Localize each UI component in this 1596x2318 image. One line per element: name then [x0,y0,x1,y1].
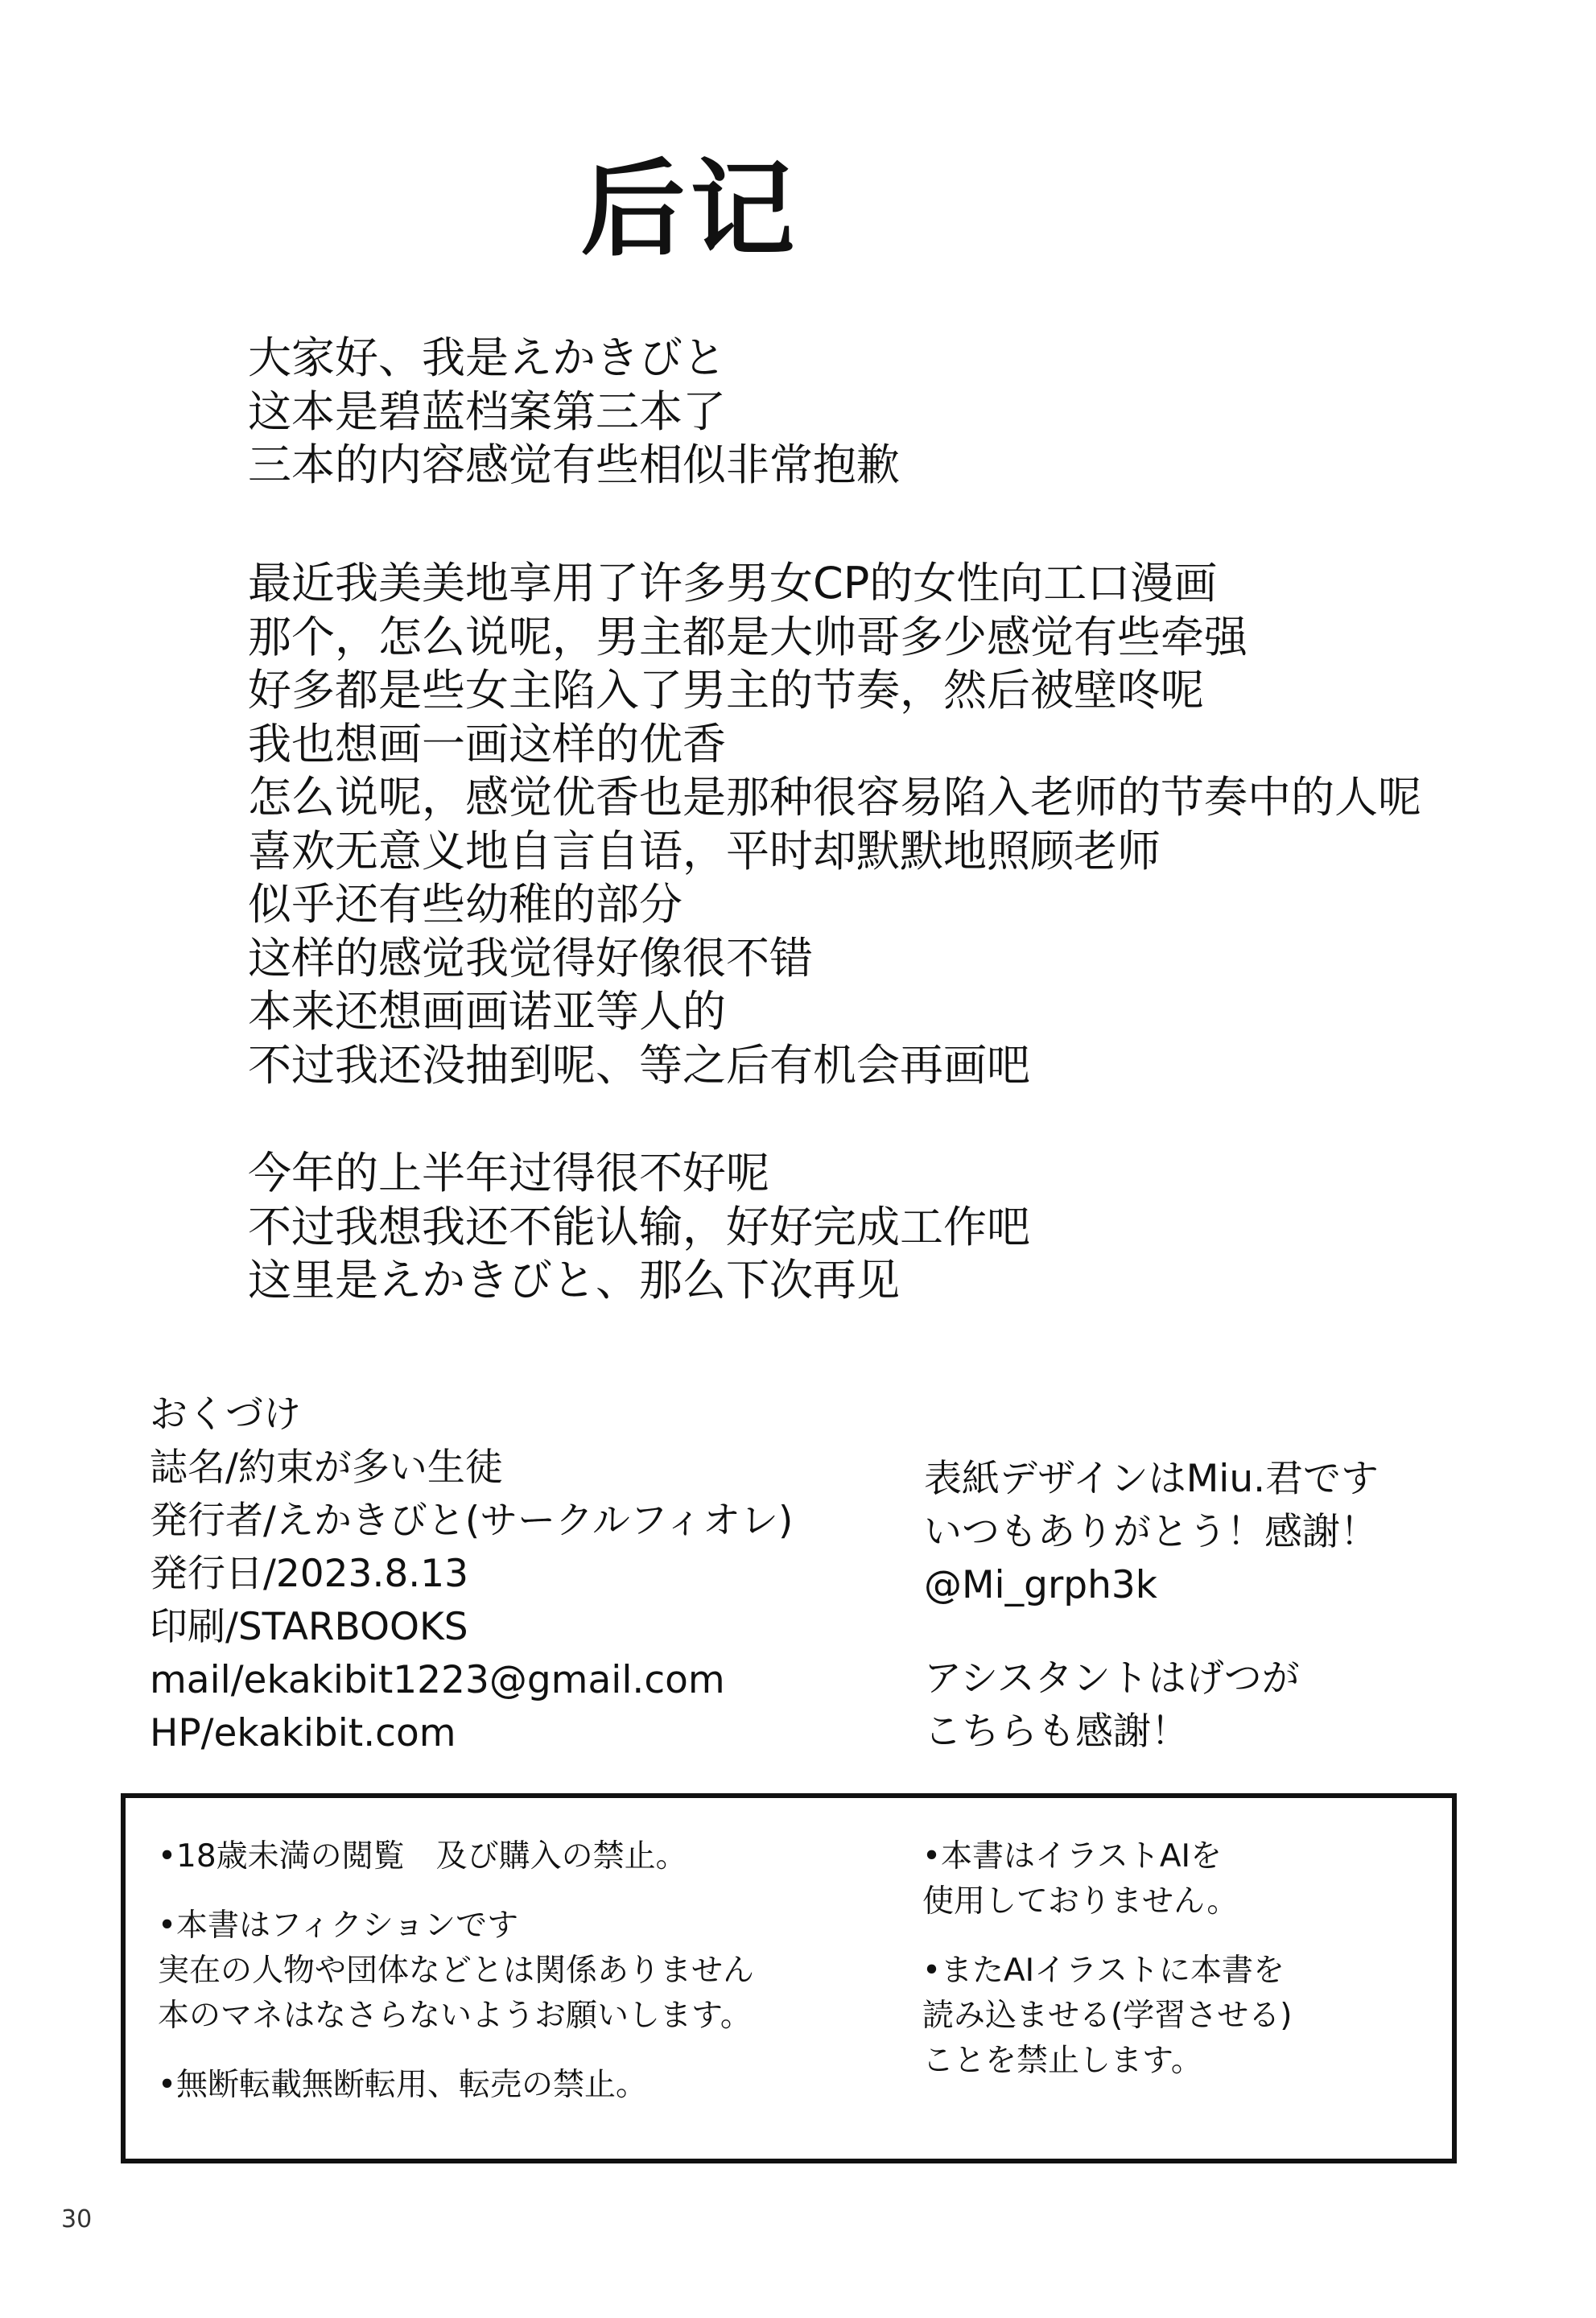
text-line: 似乎还有些幼稚的部分 [248,879,683,930]
text-line: 这本是碧蓝档案第三本了 [248,386,726,437]
notice-fiction: •本書はフィクションです [158,1908,519,1944]
text-line: 喜欢无意义地自言自语，平时却默默地照顾老师 [248,825,1161,876]
text-line: 最近我美美地享用了许多男女CP的女性向工口漫画 [248,558,1218,608]
colophon-printer: 印刷/STARBOOKS [150,1605,468,1649]
colophon-mail: mail/ekakibit1223@gmail.com [150,1658,725,1702]
text-line: 好多都是些女主陷入了男主的节奏，然后被壁咚呢 [248,665,1204,716]
credit-assistant-thanks: こちらも感謝！ [924,1710,1189,1754]
notice-fiction-line: 本のマネはなさらないようお願いします。 [158,1998,752,2034]
notice-no-ai-training: •またAIイラストに本書を [922,1953,1285,1989]
text-line: 我也想画一画这样的优香 [248,718,726,769]
notice-box [121,1793,1457,2163]
text-line: 这里是えかきびと、那么下次再见 [248,1255,900,1305]
page-number: 30 [61,2205,93,2233]
colophon-heading: おくづけ [150,1392,301,1437]
text-line: 这样的感觉我觉得好像很不错 [248,932,813,984]
paragraph-body [248,557,1421,1092]
colophon [150,1388,793,1760]
text-line: 那个，怎么说呢，男主都是大帅哥多少感觉有些牵强 [248,611,1248,662]
credit-cover-handle: @Mi_grph3k [924,1563,1158,1607]
credit-cover-design: 表紙デザインはMiu.君です [924,1457,1379,1501]
text-line: 不过我还没抽到呢、等之后有机会再画吧 [248,1039,1030,1091]
text-line: 三本的内容感觉有些相似非常抱歉 [248,439,900,490]
notice-left-column [158,1834,754,2108]
notice-no-ai-line: 使用しておりません。 [922,1883,1239,1920]
notice-age-restriction: •18歳未満の閲覧 及び購入の禁止。 [158,1838,687,1875]
text-line: 不过我想我还不能认输，好好完成工作吧 [248,1201,1030,1252]
text-line: 今年的上半年过得很不好呢 [248,1148,769,1198]
notice-no-ai-training-line: 読み込ませる(学習させる) [922,1998,1293,2034]
notice-no-ai-training-line: ことを禁止します。 [922,2043,1202,2079]
credits [924,1453,1379,1759]
credit-assistant: アシスタントはげつが [924,1656,1300,1701]
colophon-date: 発行日/2023.8.13 [150,1552,469,1596]
page-title: 后记 [580,148,800,270]
text-line: 大家好、我是えかきびと [248,332,726,383]
credit-cover-thanks: いつもありがとう！感謝！ [924,1510,1378,1554]
colophon-publisher: 発行者/えかきびと(サークルフィオレ) [150,1499,794,1543]
colophon-title: 誌名/約束が多い生徒 [150,1446,503,1490]
text-line: 怎么说呢，感觉优香也是那种很容易陷入老师的节奏中的人呢 [248,772,1421,823]
notice-right-column [922,1834,1292,2084]
paragraph-closing [248,1147,1030,1308]
notice-no-ai: •本書はイラストAIを [922,1838,1223,1875]
paragraph-greeting [248,332,900,493]
colophon-homepage: HP/ekakibit.com [150,1711,456,1755]
notice-no-reprint: •無断転載無断転用、転売の禁止。 [158,2067,648,2103]
text-line: 本来还想画画诺亚等人的 [248,986,726,1037]
notice-fiction-line: 実在の人物や団体などとは関係ありません [158,1953,755,1989]
